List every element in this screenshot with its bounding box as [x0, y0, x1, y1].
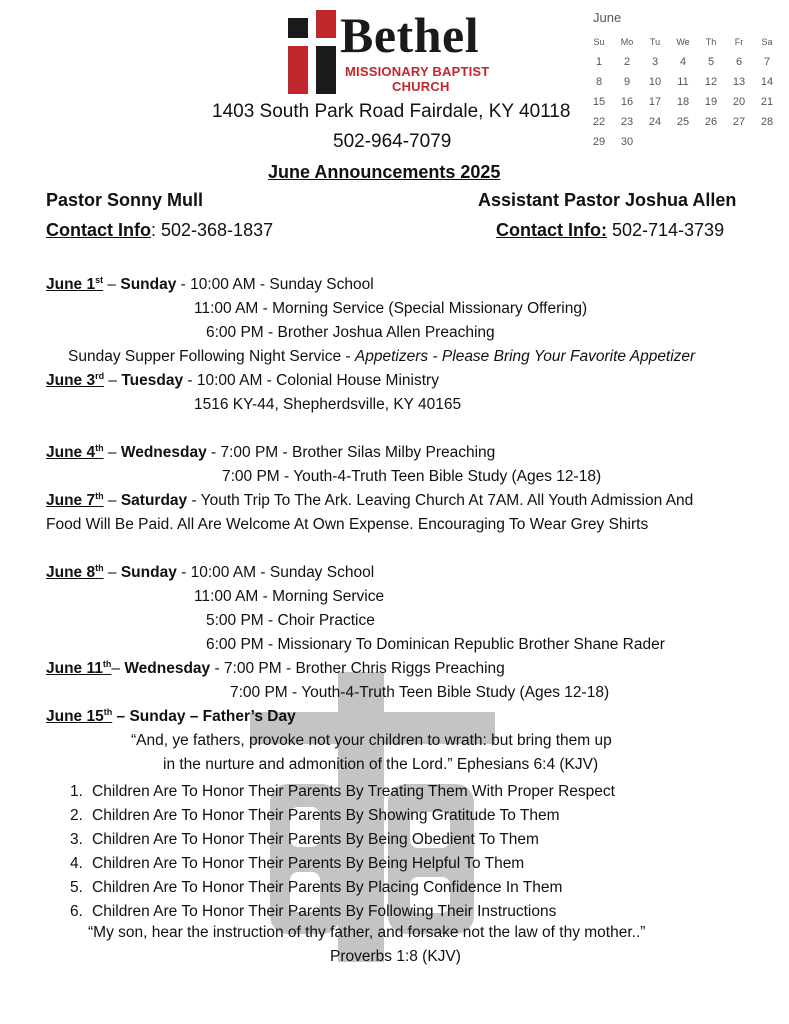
pastor-contact: [46, 220, 273, 241]
calendar-month: June: [593, 10, 622, 25]
calendar-day: 24: [648, 116, 662, 128]
event-date: June 4th: [46, 442, 104, 461]
event-date: June 3rd: [46, 370, 105, 389]
event-june-3: June 3rd – Tuesday - 10:00 AM - Colonial House Ministry: [46, 370, 439, 389]
event-date: June 7th: [46, 490, 104, 509]
church-cross-logo-icon: [288, 10, 336, 94]
event-line: Sunday Supper Following Night Service - Appetizers - Please Bring Your Favorite Appetizer: [68, 348, 696, 365]
event-june-15: June 15th – Sunday – Father’s Day: [46, 706, 296, 725]
calendar-weekday: Sa: [761, 37, 773, 47]
assistant-pastor-contact: [496, 220, 724, 241]
event-date: June 1st: [46, 274, 104, 293]
list-item: 2. Children Are To Honor Their Parents By Showing Gratitude To Them: [70, 807, 560, 824]
calendar-day: 7: [763, 56, 771, 68]
calendar-day: 14: [760, 76, 774, 88]
calendar-weekday: We: [676, 37, 690, 47]
scripture-quote: in the nurture and admonition of the Lord.” Ephesians 6:4 (KJV): [163, 756, 599, 773]
church-phone: 502-964-7079: [333, 131, 452, 152]
event-line: 6:00 PM - Brother Joshua Allen Preaching: [206, 324, 495, 341]
calendar-weekday: Th: [705, 37, 717, 47]
calendar-weekday: Mo: [620, 37, 634, 47]
calendar-day: 29: [592, 136, 606, 148]
calendar-day: 30: [620, 136, 634, 148]
calendar-day: 6: [735, 56, 743, 68]
event-june-7: June 7th – Saturday - Youth Trip To The Ark. Leaving Church At 7AM. All Youth Admission And: [46, 490, 694, 509]
calendar-day: 22: [592, 116, 606, 128]
event-june-8: June 8th – Sunday - 10:00 AM - Sunday School: [46, 562, 375, 581]
event-date: June 11th: [46, 658, 112, 677]
church-logo-subtitle-2: CHURCH: [392, 79, 450, 94]
calendar-day: 15: [592, 96, 606, 108]
calendar-weekday: Su: [593, 37, 605, 47]
scripture-quote: “And, ye fathers, provoke not your children to wrath: but bring them up: [131, 732, 612, 749]
event-day: Saturday: [120, 492, 188, 509]
calendar-day: 23: [620, 116, 634, 128]
calendar-day: 20: [732, 96, 746, 108]
event-day: Wednesday: [120, 444, 207, 461]
calendar-day: 11: [677, 76, 689, 88]
church-address: 1403 South Park Road Fairdale, KY 40118: [212, 101, 571, 122]
event-date: June 8th: [46, 562, 104, 581]
event-day: Sunday: [120, 564, 177, 581]
june-calendar: [583, 8, 783, 158]
scripture-reference: Proverbs 1:8 (KJV): [330, 948, 461, 965]
event-line: 1516 KY-44, Shepherdsville, KY 40165: [194, 396, 462, 413]
calendar-day: 13: [732, 76, 746, 88]
event-june-11: June 11th– Wednesday - 7:00 PM - Brother Chris Riggs Preaching: [46, 658, 505, 677]
calendar-day: 21: [760, 96, 774, 108]
calendar-day: 4: [679, 56, 687, 68]
event-day: Tuesday: [121, 372, 184, 389]
contact-value: : 502-368-1837: [151, 220, 274, 240]
church-logo-subtitle: MISSIONARY BAPTIST: [345, 64, 490, 79]
calendar-weekday: Fr: [734, 37, 744, 47]
honor-parents-list: [70, 780, 615, 924]
event-june-4: June 4th – Wednesday - 7:00 PM - Brother Silas Milby Preaching: [46, 442, 496, 461]
event-line: 6:00 PM - Missionary To Dominican Republic Brother Shane Rader: [206, 636, 665, 653]
calendar-day: 8: [595, 76, 603, 88]
list-item: 4. Children Are To Honor Their Parents By Being Helpful To Them: [70, 855, 525, 872]
contact-label: Contact Info:: [496, 220, 607, 240]
list-item: 3. Children Are To Honor Their Parents By Being Obedient To Them: [70, 831, 539, 848]
event-line: 11:00 AM - Morning Service: [194, 588, 385, 605]
event-date: June 15th: [46, 706, 113, 725]
list-item: 6. Children Are To Honor Their Parents By Following Their Instructions: [70, 903, 557, 920]
list-item: 5. Children Are To Honor Their Parents By Placing Confidence In Them: [70, 879, 563, 896]
calendar-day: 19: [704, 96, 718, 108]
calendar-day: 27: [732, 116, 746, 128]
event-line: 11:00 AM - Morning Service (Special Missionary Offering): [194, 300, 588, 317]
calendar-day: 12: [704, 76, 718, 88]
calendar-day: 18: [676, 96, 690, 108]
contact-label: Contact Info: [46, 220, 151, 240]
calendar-weekday: Tu: [649, 37, 661, 47]
page-title: June Announcements 2025: [268, 162, 501, 182]
event-line: 7:00 PM - Youth-4-Truth Teen Bible Study (Ages 12-18): [230, 684, 610, 701]
event-line: Food Will Be Paid. All Are Welcome At Own Expense. Encouraging To Wear Grey Shirts: [46, 516, 649, 533]
church-logo-name: Bethel: [340, 7, 480, 63]
calendar-day: 2: [623, 56, 631, 68]
calendar-day: 5: [707, 56, 715, 68]
calendar-day: 28: [760, 116, 774, 128]
calendar-day: 10: [648, 76, 662, 88]
calendar-day: 1: [595, 56, 603, 68]
event-day: Wednesday: [124, 660, 211, 677]
calendar-day: 3: [651, 56, 659, 68]
calendar-day: 26: [704, 116, 718, 128]
calendar-day: 9: [623, 76, 631, 88]
calendar-day: 25: [676, 116, 690, 128]
event-line: 5:00 PM - Choir Practice: [206, 612, 375, 629]
event-line: 7:00 PM - Youth-4-Truth Teen Bible Study (Ages 12-18): [222, 468, 602, 485]
calendar-day: 17: [648, 96, 662, 108]
contact-value: 502-714-3739: [606, 220, 725, 240]
pastor-name: Pastor Sonny Mull: [46, 190, 204, 210]
scripture-quote: “My son, hear the instruction of thy father, and forsake not the law of thy mother..”: [88, 924, 646, 941]
assistant-pastor-name: Assistant Pastor Joshua Allen: [478, 190, 737, 210]
event-june-1: June 1st – Sunday - 10:00 AM - Sunday School: [46, 274, 374, 293]
calendar-day: 16: [620, 96, 634, 108]
list-item: 1. Children Are To Honor Their Parents By Treating Them With Proper Respect: [70, 783, 615, 800]
calendar-grid: [585, 32, 781, 152]
event-day: Sunday: [120, 276, 177, 293]
